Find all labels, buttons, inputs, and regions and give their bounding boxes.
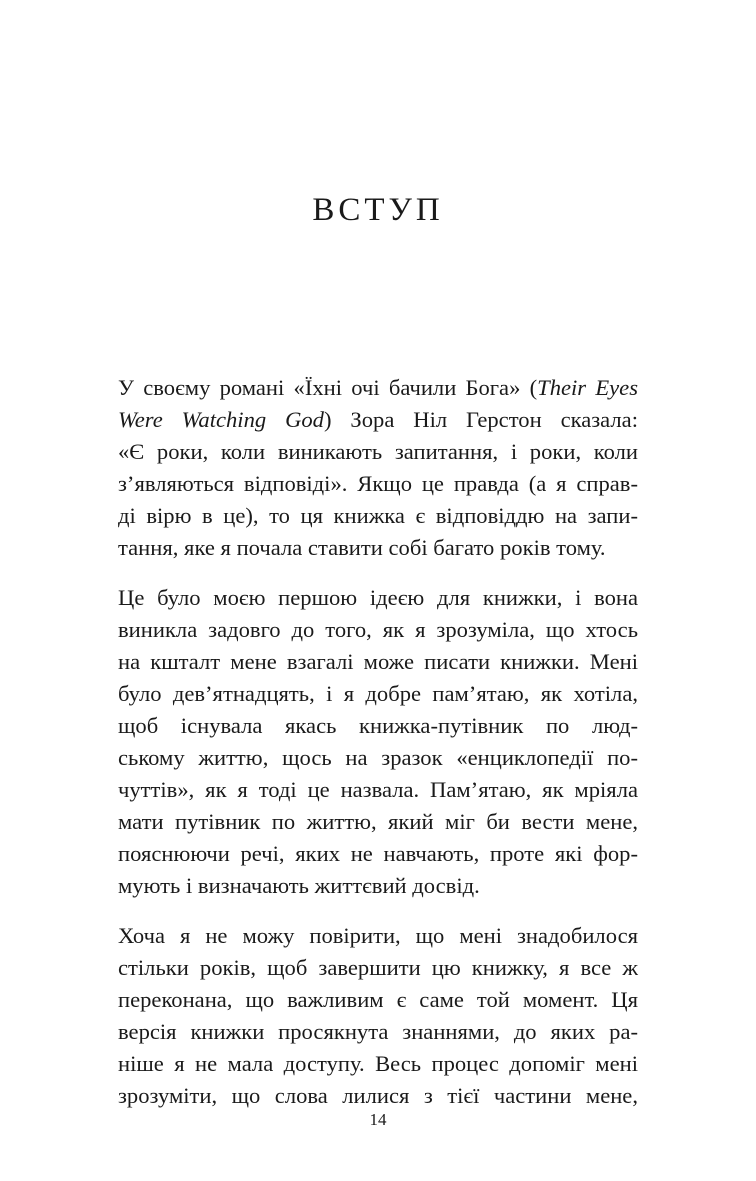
paragraph-1-line-6: тання, яке я почала ставити собі багато років тому. [118, 535, 606, 560]
chapter-title: ВСТУП [312, 192, 444, 228]
paragraph-3-line-5: ніше я не мала доступу. Весь процес допоміг мені [118, 1051, 638, 1076]
paragraph-3-line-2: стільки років, щоб завершити цю книжку, я все ж [118, 955, 638, 980]
text-run: ) Зора Ніл Герстон сказала: [323, 407, 638, 432]
paragraph-1-line-1 [118, 372, 638, 404]
paragraph-1-line-5: ді вірю в це), то ця книжка є відповіддю на запи- [118, 503, 638, 528]
paragraph-2-line-3: на кшталт мене взагалі може писати книжки. Мені [118, 649, 638, 674]
paragraph-1-line-2 [118, 404, 638, 436]
paragraph-3-line-1: Хоча я не можу повірити, що мені знадобилося [118, 923, 638, 948]
paragraph-3-line-6: зрозуміти, що слова лилися з тієї частини мене, [118, 1083, 638, 1108]
paragraph-2-line-2: виникла задовго до того, як я зрозуміла, що хтось [118, 617, 638, 642]
paragraph-2-line-6: ському життю, щось на зразок «енциклопедії по- [118, 745, 638, 770]
paragraph-3-line-4: версія книжки просякнута знаннями, до яких ра- [118, 1019, 638, 1044]
paragraph-2-line-10: мують і визначають життєвий досвід. [118, 873, 480, 898]
text-run: У своєму романі «Їхні очі бачили Бога» ( [118, 375, 538, 400]
book-title-italic: Were Watching God [118, 407, 324, 432]
paragraph-2-line-1: Це було моєю першою ідеєю для книжки, і вона [118, 585, 638, 610]
paragraph-1-line-4: з’являються відповіді». Якщо це правда (а я справ- [118, 471, 638, 496]
paragraph-2-line-7: чуттів», як я тоді це назвала. Пам’ятаю, як мріяла [118, 777, 638, 802]
paragraph-2-line-9: пояснюючи речі, яких не навчають, проте які фор- [118, 841, 638, 866]
book-title-italic: Their Eyes [537, 375, 638, 400]
paragraph-2-line-5: щоб існувала якась книжка-путівник по люд- [118, 713, 638, 738]
page-number: 14 [369, 1110, 387, 1129]
paragraph-3-line-3: переконана, що важливим є саме той момент. Ця [118, 987, 638, 1012]
paragraph-2-line-8: мати путівник по життю, який міг би вести мене, [118, 809, 638, 834]
paragraph-1-line-3: «Є роки, коли виникають запитання, і роки, коли [118, 439, 638, 464]
paragraph-2-line-4: було дев’ятнадцять, і я добре пам’ятаю, як хотіла, [118, 681, 638, 706]
